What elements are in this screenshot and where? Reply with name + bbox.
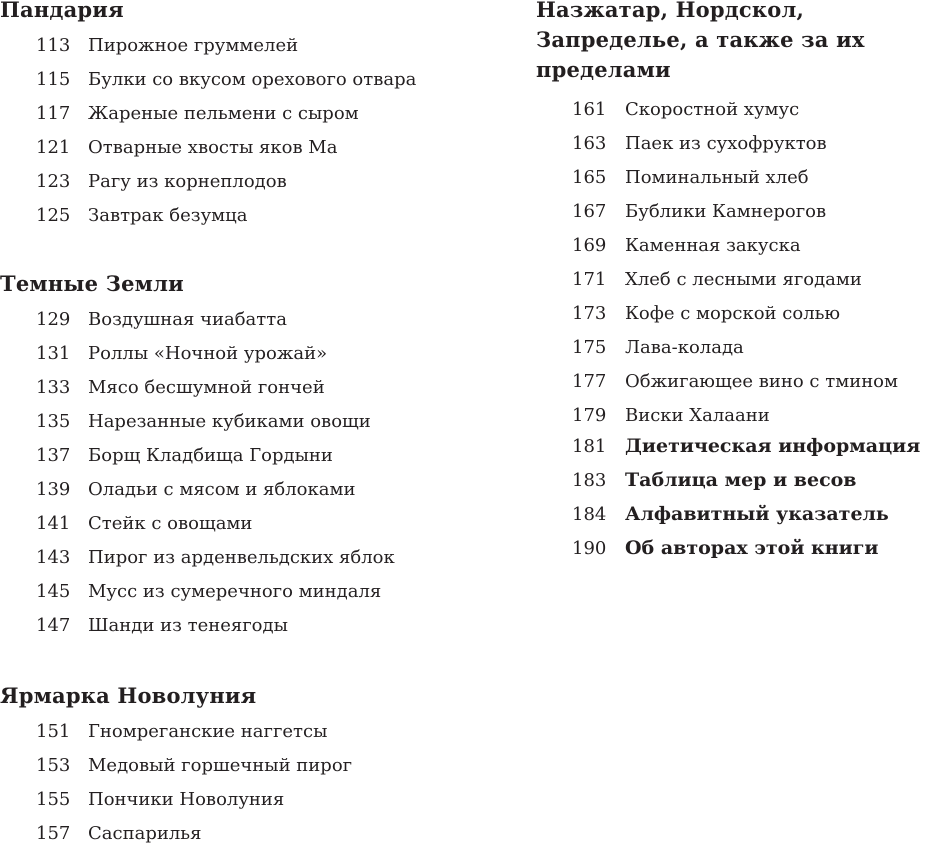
section-title: Ярмарка Новолуния bbox=[0, 683, 257, 708]
entry-title: Мясо бесшумной гончей bbox=[88, 377, 325, 398]
page-number: 167 bbox=[572, 201, 607, 222]
page-number: 184 bbox=[572, 504, 607, 525]
entry-title: Мусс из сумеречного миндаля bbox=[88, 581, 382, 602]
page-number: 155 bbox=[36, 789, 71, 810]
entry-list bbox=[0, 29, 416, 233]
entry-list bbox=[0, 715, 352, 851]
page-number: 145 bbox=[36, 581, 71, 602]
toc-entry[interactable] bbox=[536, 195, 944, 229]
page-number: 121 bbox=[36, 137, 71, 158]
entry-title: Оладьи с мясом и яблоками bbox=[88, 479, 356, 500]
toc-entry[interactable] bbox=[536, 365, 944, 399]
toc-entry[interactable] bbox=[0, 783, 352, 817]
section-pandaria bbox=[0, 0, 416, 233]
entry-title: Нарезанные кубиками овощи bbox=[88, 411, 371, 432]
page-number: 125 bbox=[36, 205, 71, 226]
toc-entry-appendix[interactable] bbox=[536, 531, 920, 565]
page-number: 153 bbox=[36, 755, 71, 776]
entry-title: Алфавитный указатель bbox=[625, 503, 889, 525]
page-number: 141 bbox=[36, 513, 71, 534]
toc-entry[interactable] bbox=[0, 371, 395, 405]
toc-entry[interactable] bbox=[0, 439, 395, 473]
page-number: 157 bbox=[36, 823, 71, 844]
toc-entry[interactable] bbox=[0, 97, 416, 131]
entry-title: Жареные пельмени с сыром bbox=[88, 103, 359, 124]
page-number: 169 bbox=[572, 235, 607, 256]
toc-entry[interactable] bbox=[536, 263, 944, 297]
entry-title: Пирожное груммелей bbox=[88, 35, 299, 56]
page-number: 173 bbox=[572, 303, 607, 324]
page-number: 139 bbox=[36, 479, 71, 500]
appendix-list bbox=[536, 429, 920, 565]
page-number: 163 bbox=[572, 133, 607, 154]
page-number: 123 bbox=[36, 171, 71, 192]
page-number: 179 bbox=[572, 405, 607, 426]
page-number: 143 bbox=[36, 547, 71, 568]
page-number: 137 bbox=[36, 445, 71, 466]
entry-title: Шанди из тенеягоды bbox=[88, 615, 288, 636]
entry-list bbox=[536, 93, 944, 433]
toc-entry[interactable] bbox=[536, 93, 944, 127]
entry-title: Скоростной хумус bbox=[625, 99, 800, 120]
entry-title: Медовый горшечный пирог bbox=[88, 755, 353, 776]
entry-title: Рагу из корнеплодов bbox=[88, 171, 287, 192]
page-number: 129 bbox=[36, 309, 71, 330]
section-dark-lands bbox=[0, 269, 395, 643]
section-title: Пандария bbox=[0, 0, 124, 22]
page-number: 117 bbox=[36, 103, 71, 124]
entry-title: Таблица мер и весов bbox=[625, 469, 857, 491]
toc-entry[interactable] bbox=[536, 297, 944, 331]
entry-title: Диетическая информация bbox=[625, 435, 921, 457]
entry-title: Лава-колада bbox=[625, 337, 744, 358]
entry-title: Роллы «Ночной урожай» bbox=[88, 343, 328, 364]
page-number: 147 bbox=[36, 615, 71, 636]
toc-entry[interactable] bbox=[0, 405, 395, 439]
toc-entry[interactable] bbox=[0, 715, 352, 749]
page-number: 181 bbox=[572, 436, 607, 457]
entry-title: Поминальный хлеб bbox=[625, 167, 809, 188]
toc-entry[interactable] bbox=[0, 63, 416, 97]
toc-entry[interactable] bbox=[536, 229, 944, 263]
entry-title: Стейк с овощами bbox=[88, 513, 253, 534]
toc-entry[interactable] bbox=[0, 303, 395, 337]
toc-entry[interactable] bbox=[0, 609, 395, 643]
entry-title: Паек из сухофруктов bbox=[625, 133, 827, 154]
toc-entry[interactable] bbox=[0, 575, 395, 609]
entry-title: Борщ Кладбища Гордыни bbox=[88, 445, 333, 466]
page-number: 113 bbox=[36, 35, 71, 56]
toc-entry[interactable] bbox=[536, 331, 944, 365]
entry-title: Обжигающее вино с тмином bbox=[625, 371, 899, 392]
toc-entry[interactable] bbox=[536, 127, 944, 161]
section-title: Темные Земли bbox=[0, 271, 184, 296]
page-number: 165 bbox=[572, 167, 607, 188]
entry-title: Завтрак безумца bbox=[88, 205, 248, 226]
page-number: 135 bbox=[36, 411, 71, 432]
page-number: 133 bbox=[36, 377, 71, 398]
entry-title: Булки со вкусом орехового отвара bbox=[88, 69, 417, 90]
page-number: 175 bbox=[572, 337, 607, 358]
entry-title: Каменная закуска bbox=[625, 235, 801, 256]
toc-entry-appendix[interactable] bbox=[536, 497, 920, 531]
page-number: 177 bbox=[572, 371, 607, 392]
entry-title: Бублики Камнерогов bbox=[625, 201, 827, 222]
toc-entry[interactable] bbox=[536, 399, 944, 433]
section-darkmoon-faire bbox=[0, 681, 352, 851]
section-nazjatar-northrend bbox=[536, 0, 944, 433]
entry-title: Воздушная чиабатта bbox=[88, 309, 287, 330]
toc-entry[interactable] bbox=[0, 541, 395, 575]
toc-entry-appendix[interactable] bbox=[536, 429, 920, 463]
toc-entry[interactable] bbox=[0, 473, 395, 507]
entry-title: Пирог из арденвельдских яблок bbox=[88, 547, 395, 568]
page-number: 190 bbox=[572, 538, 607, 559]
toc-entry[interactable] bbox=[0, 337, 395, 371]
entry-title: Саспарилья bbox=[88, 823, 202, 844]
page-number: 183 bbox=[572, 470, 607, 491]
toc-entry[interactable] bbox=[0, 165, 416, 199]
entry-title: Хлеб с лесными ягодами bbox=[625, 269, 862, 290]
entry-list bbox=[0, 303, 395, 643]
toc-entry[interactable] bbox=[0, 817, 352, 851]
toc-entry[interactable] bbox=[0, 29, 416, 63]
entry-title: Кофе с морской солью bbox=[625, 303, 841, 324]
entry-title: Отварные хвосты яков Ма bbox=[88, 137, 338, 158]
section-title: Назжатар, Нордскол, Запределье, а также за их пределами bbox=[536, 0, 865, 82]
entry-title: Об авторах этой книги bbox=[625, 537, 879, 559]
entry-title: Пончики Новолуния bbox=[88, 789, 285, 810]
entry-title: Виски Халаани bbox=[625, 405, 770, 426]
toc-entry[interactable] bbox=[0, 749, 352, 783]
page-number: 115 bbox=[36, 69, 71, 90]
page-number: 161 bbox=[572, 99, 607, 120]
toc-entry[interactable] bbox=[0, 507, 395, 541]
toc-entry-appendix[interactable] bbox=[536, 463, 920, 497]
page-number: 151 bbox=[36, 721, 71, 742]
toc-entry[interactable] bbox=[536, 161, 944, 195]
page-number: 131 bbox=[36, 343, 71, 364]
entry-title: Гномреганские наггетсы bbox=[88, 721, 328, 742]
toc-entry[interactable] bbox=[0, 131, 416, 165]
page-number: 171 bbox=[572, 269, 607, 290]
toc-entry[interactable] bbox=[0, 199, 416, 233]
